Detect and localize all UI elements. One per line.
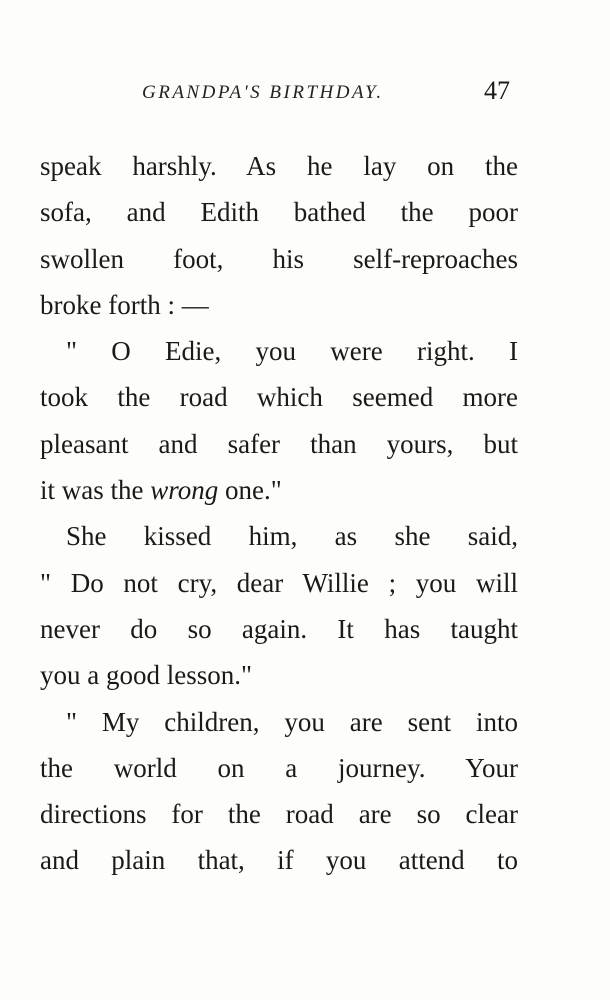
text-line: took the road which seemed more	[40, 382, 518, 413]
text-line	[40, 467, 518, 513]
text-line: pleasant and safer than yours, but	[40, 428, 518, 459]
emphasized-word: wrong	[150, 475, 219, 506]
text-line: broke forth : —	[40, 289, 209, 320]
text-line: speak harshly. As he lay on the	[40, 151, 518, 181]
text-line: She kissed him, as she said,	[66, 521, 518, 552]
text-line: " Do not cry, dear Willie ; you will	[40, 567, 518, 598]
text-span: one."	[218, 475, 282, 506]
text-line: directions for the road are so clear	[40, 799, 518, 830]
text-line: sofa, and Edith bathed the poor	[40, 197, 518, 228]
text-span: it was the	[40, 475, 151, 506]
text-line: never do so again. It has taught	[40, 613, 518, 644]
text-line: you a good lesson."	[40, 660, 253, 691]
page-number: 47	[484, 76, 510, 105]
text-line: swollen foot, his self-reproaches	[40, 243, 518, 274]
text-line: and plain that, if you attend to	[40, 845, 518, 876]
running-head-title: GRANDPA'S BIRTHDAY.	[142, 82, 384, 103]
text-line: " O Edie, you were right. I	[66, 336, 518, 367]
body-text	[40, 143, 518, 884]
text-line: the world on a journey. Your	[40, 752, 518, 783]
text-line: " My children, you are sent into	[66, 706, 518, 737]
